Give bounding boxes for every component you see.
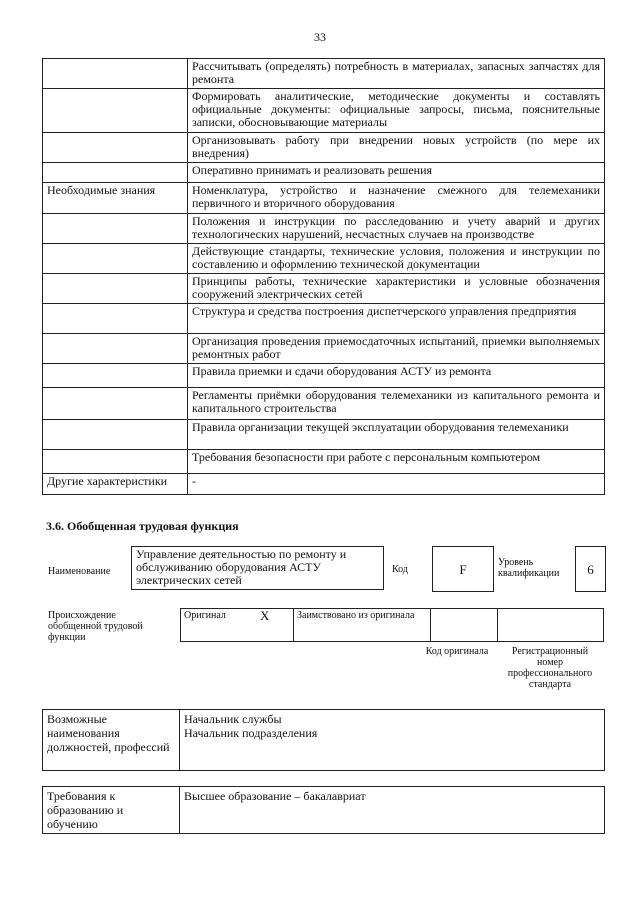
education-table [42, 786, 605, 834]
table-row [43, 450, 605, 474]
row-label [43, 304, 188, 334]
code-caption: Код оригинала [425, 646, 489, 657]
row-text: Правила приемки и сдачи оборудования АСТУ из ремонта [188, 364, 605, 388]
borrowed-label: Заимствовано из оригинала [294, 609, 431, 642]
table-row [43, 334, 605, 364]
table-row [43, 214, 605, 244]
row-label: Другие характеристики [43, 474, 188, 495]
row-text: Организация проведения приемосдаточных испытаний, приемки выполняемых ремонтных работ [188, 334, 605, 364]
row-text: - [188, 474, 605, 495]
name-label: Наименование [48, 566, 111, 577]
table-row [43, 474, 605, 495]
table-row [43, 244, 605, 274]
function-name-value: Управление деятельностью по ремонту и обслуживанию оборудования АСТУ электрических сетей [136, 547, 347, 587]
skills-knowledge-table [42, 58, 605, 495]
page-number: 33 [314, 30, 326, 44]
row-text: Оперативно принимать и реализовать решения [188, 163, 605, 183]
level-value: 6 [587, 561, 594, 577]
positions-label: Возможные наименования должностей, профессий [43, 710, 180, 771]
function-name-box [131, 546, 384, 590]
row-label [43, 59, 188, 89]
row-text: Номенклатура, устройство и назначение смежного для телемеханики первичного и вторичного оборудования [188, 183, 605, 214]
table-row [43, 183, 605, 214]
row-label [43, 450, 188, 474]
position-item: Начальник подразделения [184, 726, 318, 740]
row-label [43, 364, 188, 388]
origin-table [180, 608, 604, 642]
original-mark: X [257, 609, 294, 642]
table-row [43, 388, 605, 420]
row-label [43, 214, 188, 244]
row-label [43, 89, 188, 133]
code-box [432, 546, 494, 592]
origin-label: Происхождение обобщенной трудовой функции [48, 610, 143, 643]
row-text: Рассчитывать (определять) потребность в материалах, запасных запчастях для ремонта [188, 59, 605, 89]
row-label [43, 388, 188, 420]
row-label [43, 133, 188, 163]
level-box [575, 546, 606, 592]
row-text: Регламенты приёмки оборудования телемеханики из капитального ремонта и капитального строительства [188, 388, 605, 420]
education-value: Высшее образование – бакалавриат [180, 787, 605, 834]
row-text: Формировать аналитические, методические документы и составлять официальные документы: официальные запросы, письма, пояснительные записки, обосновывающие материалы [188, 89, 605, 133]
table-row [43, 163, 605, 183]
code-label: Код [392, 564, 408, 575]
education-label: Требования к образованию и обучению [43, 787, 180, 834]
code-value: F [459, 561, 467, 577]
table-row [43, 133, 605, 163]
row-text: Структура и средства построения диспетчерского управления предприятия [188, 304, 605, 334]
table-row [43, 89, 605, 133]
row-text: Действующие стандарты, технические условия, положения и инструкции по составлению и оформлению технической документации [188, 244, 605, 274]
row-label [43, 420, 188, 450]
row-label: Необходимые знания [43, 183, 188, 214]
row-label [43, 244, 188, 274]
row-text: Правила организации текущей эксплуатации оборудования телемеханики [188, 420, 605, 450]
original-label: Оригинал [181, 609, 258, 642]
table-row [43, 420, 605, 450]
row-text: Требования безопасности при работе с персональным компьютером [188, 450, 605, 474]
row-text: Принципы работы, технические характеристики и условные обозначения сооружений электрических сетей [188, 274, 605, 304]
row-label [43, 334, 188, 364]
positions-table [42, 709, 605, 771]
original-code-cell [431, 609, 498, 642]
row-text: Положения и инструкции по расследованию и учету аварий и других технологических нарушений, несчастных случаев на производстве [188, 214, 605, 244]
table-row [43, 274, 605, 304]
row-text: Организовывать работу при внедрении новых устройств (по мере их внедрения) [188, 133, 605, 163]
level-label: Уровень квалификации [498, 557, 560, 579]
section-heading: 3.6. Обобщенная трудовая функция [46, 519, 239, 533]
position-item: Начальник службы [184, 712, 282, 726]
row-label [43, 163, 188, 183]
table-row [43, 304, 605, 334]
table-row [43, 364, 605, 388]
reg-number-cell [498, 609, 604, 642]
row-label [43, 274, 188, 304]
table-row [43, 59, 605, 89]
reg-caption: Регистрационный номер профессионального стандарта [507, 646, 593, 690]
